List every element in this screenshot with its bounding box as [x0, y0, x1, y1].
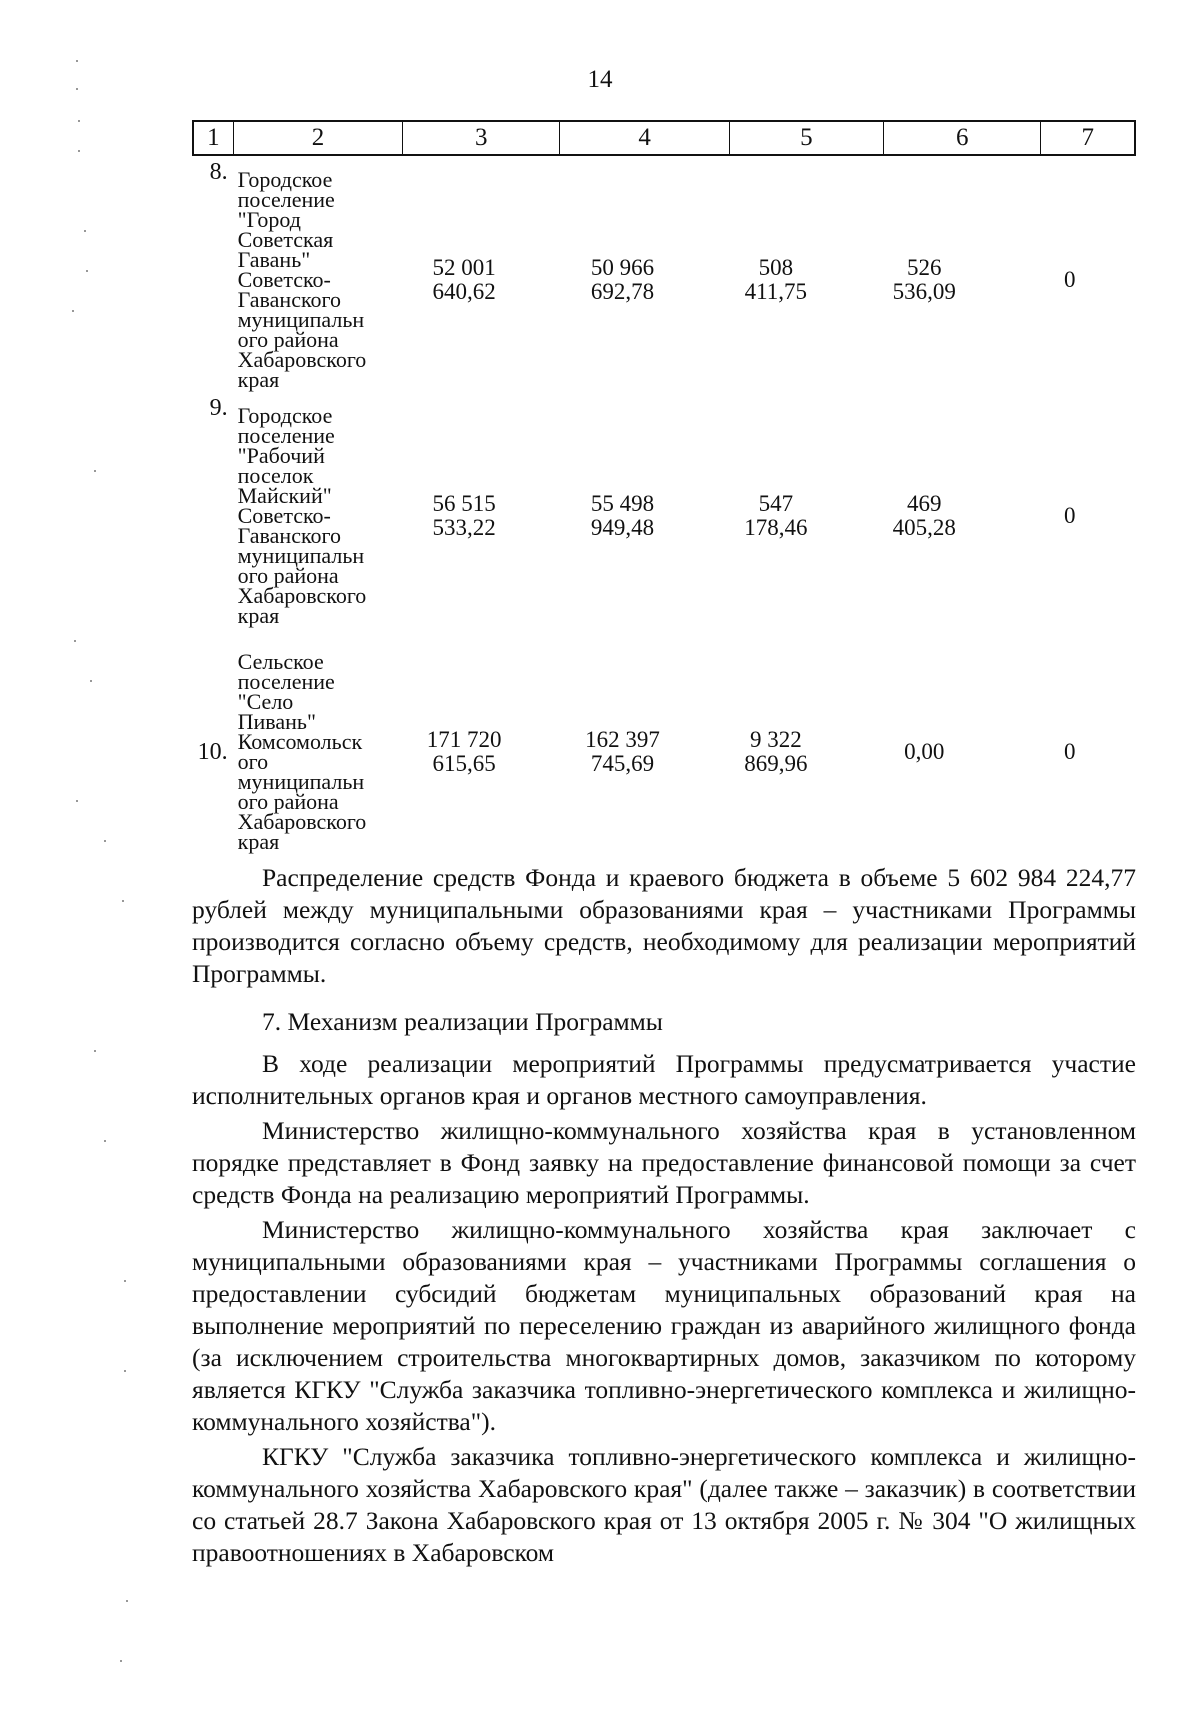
cell-value-line: 745,69 — [590, 751, 655, 776]
table-row — [192, 159, 1136, 398]
cell-col7: 0 — [1063, 739, 1076, 764]
name-line: поселение — [237, 423, 335, 448]
cell-col6 — [845, 256, 1003, 304]
name-line: ого района — [237, 327, 339, 352]
cell-col3 — [390, 256, 538, 304]
cell-value-line: 56 515 — [432, 491, 496, 516]
name-line: Городское — [237, 403, 333, 428]
name-line: Хабаровского — [237, 583, 367, 608]
cell-col4 — [538, 256, 706, 304]
name-line: Сельское — [237, 649, 324, 674]
name-line: Советская — [237, 227, 334, 252]
cell-value-line: 533,22 — [432, 515, 496, 540]
scan-margin-specks — [64, 40, 134, 1680]
cell-value-line: 469 — [906, 491, 942, 516]
cell-col3 — [390, 492, 538, 540]
table-row — [192, 395, 1136, 634]
cell-value-line: 692,78 — [590, 279, 655, 304]
document-body — [192, 862, 1136, 1569]
cell-col7: 0 — [1063, 267, 1076, 292]
header-cell-2: 2 — [234, 122, 403, 154]
name-line: Комсомольск — [237, 729, 363, 754]
cell-value-line: 50 966 — [590, 255, 655, 280]
section-heading: 7. Механизм реализации Программы — [262, 1007, 663, 1036]
cell-value-line: 869,96 — [744, 751, 808, 776]
name-line: муниципальн — [237, 543, 365, 568]
name-line: Хабаровского — [237, 347, 367, 372]
name-line: ого — [237, 749, 269, 774]
name-line: Советско- — [237, 503, 331, 528]
name-line: края — [237, 367, 280, 392]
cell-value-line: 949,48 — [590, 515, 655, 540]
cell-value-line: 526 — [906, 255, 942, 280]
cell-value-line: 508 — [758, 255, 794, 280]
cell-value-line: 55 498 — [590, 491, 655, 516]
cell-value-line: 171 720 — [426, 727, 502, 752]
name-line: Майский" — [237, 483, 332, 508]
row-municipality-name — [232, 403, 400, 628]
header-cell-6: 6 — [884, 122, 1041, 154]
row-number: 10. — [197, 739, 228, 765]
name-line: поселок — [237, 463, 314, 488]
cell-col4 — [538, 728, 706, 776]
table-header-row — [192, 120, 1136, 156]
name-line: края — [237, 829, 280, 854]
cell-col7: 0 — [1063, 503, 1076, 528]
header-cell-1: 1 — [194, 122, 234, 154]
name-line: Гавань" — [237, 247, 311, 272]
name-line: Советско- — [237, 267, 331, 292]
header-cell-7: 7 — [1081, 124, 1094, 151]
cell-col6 — [845, 740, 1003, 764]
name-line: Хабаровского — [237, 809, 367, 834]
cell-value-line: 162 397 — [585, 727, 660, 752]
cell-value-line: 9 322 — [749, 727, 802, 752]
cell-value-line: 405,28 — [892, 515, 956, 540]
cell-value-line: 536,09 — [892, 279, 956, 304]
cell-value-line: 0,00 — [904, 739, 945, 764]
row-municipality-name — [232, 649, 400, 854]
paragraph-ministry-agreements: Министерство жилищно-коммунального хозяйства края заключает с муниципальными образованиями края – участниками Программы соглашения о предоставлении субсидий бюджетам муниципальных образований края на выполнение мероприятий по переселению граждан из аварийного жилищного фонда (за исключением строительства многоквартирных домов, заказчиком по которому является КГКУ "Служба заказчика топливно-энергетического комплекса и жилищно-коммунального хозяйства"). — [192, 1215, 1136, 1436]
cell-col6 — [845, 492, 1003, 540]
header-cell-5: 5 — [730, 122, 884, 154]
cell-col5 — [707, 256, 846, 304]
name-line: Гаванского — [237, 287, 342, 312]
name-line: муниципальн — [237, 769, 365, 794]
page-number: 14 — [587, 66, 613, 93]
name-line: Пивань" — [237, 709, 316, 734]
cell-value-line: 411,75 — [744, 279, 808, 304]
name-line: "Город — [237, 207, 301, 232]
cell-col5 — [707, 728, 846, 776]
header-cell-4: 4 — [560, 122, 729, 154]
header-cell-3: 3 — [403, 122, 560, 154]
name-line: "Село — [237, 689, 294, 714]
name-line: ого района — [237, 789, 339, 814]
cell-value-line: 615,65 — [432, 751, 496, 776]
table-body — [192, 159, 1136, 870]
cell-value-line: 52 001 — [432, 255, 496, 280]
row-number: 9. — [209, 395, 228, 421]
name-line: ого района — [237, 563, 339, 588]
paragraph-participation: В ходе реализации мероприятий Программы предусматривается участие исполнительных органов края и органов местного самоуправления. — [192, 1049, 1136, 1110]
row-number: 8. — [209, 159, 228, 185]
name-line: "Рабочий — [237, 443, 325, 468]
cell-value-line: 640,62 — [432, 279, 496, 304]
name-line: муниципальн — [237, 307, 365, 332]
paragraph-ministry-request: Министерство жилищно-коммунального хозяйства края в установленном порядке представляет в Фонд заявку на предоставление финансовой помощи за счет средств Фонда на реализацию мероприятий Программы. — [192, 1116, 1136, 1209]
row-municipality-name — [232, 167, 400, 392]
name-line: поселение — [237, 187, 335, 212]
paragraph-distribution: Распределение средств Фонда и краевого бюджета в объеме 5 602 984 224,77 рублей между муниципальными образованиями края – участниками Программы производится согласно объему средств, необходимому для реализации мероприятий Программы. — [192, 863, 1136, 988]
name-line: поселение — [237, 669, 335, 694]
name-line: края — [237, 603, 280, 628]
cell-value-line: 178,46 — [744, 515, 808, 540]
cell-col5 — [707, 492, 846, 540]
table-row — [192, 634, 1136, 870]
cell-value-line: 547 — [758, 491, 794, 516]
name-line: Городское — [237, 167, 333, 192]
cell-col3 — [390, 728, 538, 776]
cell-col4 — [538, 492, 706, 540]
name-line: Гаванского — [237, 523, 342, 548]
paragraph-kgku: КГКУ "Служба заказчика топливно-энергетического комплекса и жилищно-коммунального хозяйства Хабаровского края" (далее также – заказчик) в соответствии со статьей 28.7 Закона Хабаровского края от 13 октября 2005 г. № 304 "О жилищных правоотношениях в Хабаровском — [192, 1442, 1136, 1567]
